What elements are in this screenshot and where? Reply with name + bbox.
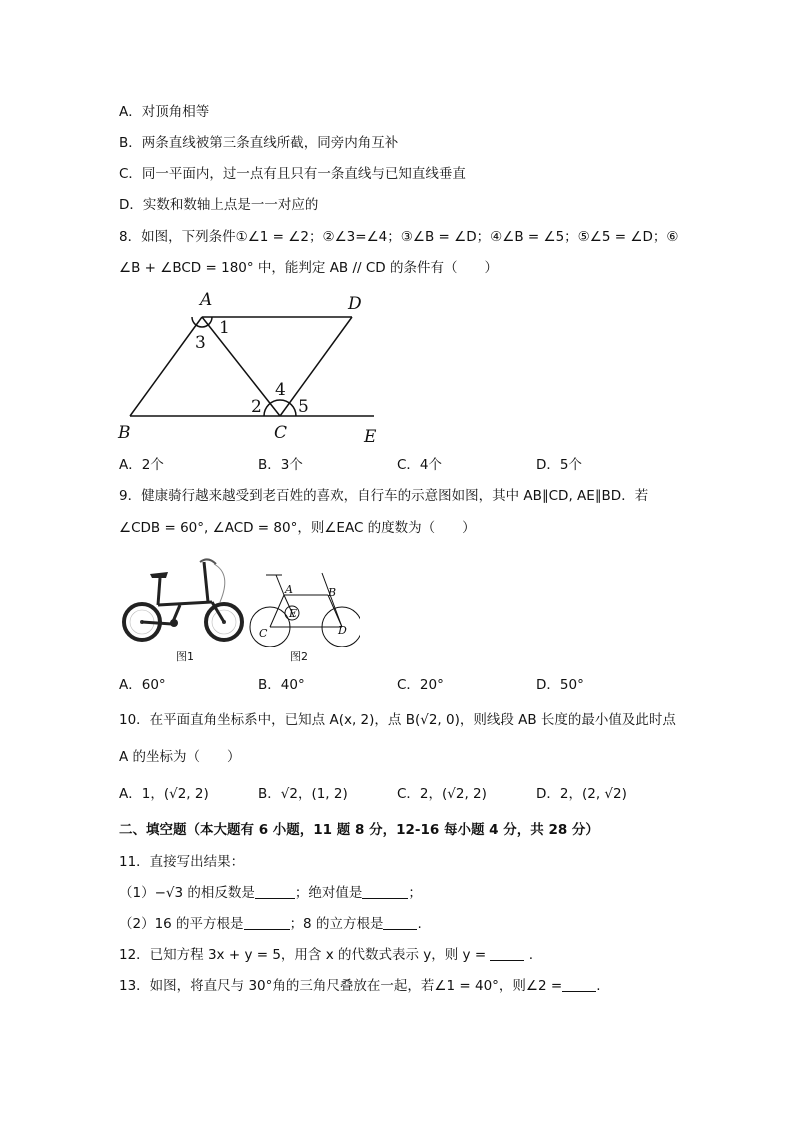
angle-label-3: 3 [195, 333, 206, 353]
q11-part1-text-c: ； [408, 885, 422, 901]
q8-option-d: D．5个 [536, 457, 582, 473]
q12-line [119, 945, 533, 965]
q8-parallelogram-figure [112, 285, 392, 445]
q8-stem-line2: ∠B + ∠BCD = 180° 中，能判定 AB // CD 的条件有（ ） [119, 260, 498, 276]
q11-part2-text-b: ；8 的立方根是 [289, 916, 384, 932]
q11-part1-text-b: ；绝对值是 [294, 885, 363, 901]
segment-ab [130, 317, 202, 416]
bicycle-photo [120, 550, 245, 645]
q11-blank-opposite[interactable] [255, 884, 295, 899]
figure2-caption: 图2 [290, 650, 308, 663]
label-b: B [118, 423, 131, 443]
q9-stem-line1: 9．健康骑行越来越受到老百姓的喜欢，自行车的示意图如图，其中 AB∥CD, AE∥BD．若 [119, 488, 649, 504]
angle-label-4: 4 [275, 380, 286, 400]
figure1-caption: 图1 [176, 650, 194, 663]
q8-stem-line1: 8．如图，下列条件①∠1 = ∠2；②∠3=∠4；③∠B = ∠D；④∠B = ∠5；⑤∠5 = ∠D；⑥ [119, 229, 679, 245]
q7-option-d: D．实数和数轴上点是一一对应的 [119, 197, 319, 213]
bicycle-frame-icon [142, 562, 224, 624]
segment-cd [280, 317, 352, 416]
q11-part2 [119, 914, 422, 934]
q11-part2-text-a: （2）16 的平方根是 [119, 916, 244, 932]
q11-part2-text-c: . [417, 916, 422, 932]
handlebar-icon [200, 559, 216, 564]
q9-option-c: C．20° [397, 677, 444, 693]
q10-stem-line1: 10．在平面直角坐标系中，已知点 A(x, 2)，点 B(√2, 0)，则线段 AB 长度的最小值及此时点 [119, 712, 676, 728]
angle-label-2: 2 [251, 397, 262, 417]
q10-option-b: B．√2，(1, 2) [258, 786, 348, 802]
fig2-label-b: B [328, 586, 337, 599]
fig2-label-e: E [289, 607, 298, 620]
fig2-label-c: C [259, 627, 268, 640]
q11-blank-square-root[interactable] [244, 915, 290, 930]
q13-blank[interactable] [562, 977, 596, 992]
q11-part1-text-a: （1）−√3 的相反数是 [119, 885, 255, 901]
q7-option-b: B．两条直线被第三条直线所截，同旁内角互补 [119, 135, 399, 151]
q13-text-a: 13．如图，将直尺与 30°角的三角尺叠放在一起，若∠1 = 40°，则∠2 = [119, 978, 563, 994]
label-e: E [364, 427, 377, 445]
angle-label-1: 1 [219, 318, 230, 338]
fig2-label-a: A [285, 583, 293, 596]
fig2-label-d: D [338, 624, 347, 637]
q10-option-d: D．2，(2, √2) [536, 786, 627, 802]
q11-part1 [119, 883, 422, 903]
bicycle-schematic-figure [248, 565, 360, 647]
q11-blank-cube-root[interactable] [383, 915, 417, 930]
label-a: A [200, 290, 213, 310]
q12-blank[interactable] [490, 946, 524, 961]
q12-text-b: . [528, 947, 534, 963]
q13-text-b: . [596, 978, 601, 994]
q11-blank-absolute[interactable] [362, 884, 408, 899]
q8-option-b: B．3个 [258, 457, 303, 473]
q9-option-a: A．60° [119, 677, 166, 693]
q9-option-d: D．50° [536, 677, 584, 693]
segment-ac [202, 317, 280, 416]
q8-option-c: C．4个 [397, 457, 443, 473]
q10-stem-line2: A 的坐标为（ ） [119, 749, 241, 765]
q13-line [119, 976, 601, 996]
q7-option-a: A．对顶角相等 [119, 104, 210, 120]
angle-label-5: 5 [298, 397, 309, 417]
q11-stem: 11．直接写出结果： [119, 854, 245, 870]
q9-option-b: B．40° [258, 677, 305, 693]
q10-option-c: C．2，(√2, 2) [397, 786, 487, 802]
label-d: D [348, 294, 362, 314]
label-c: C [274, 423, 288, 443]
q9-stem-line2: ∠CDB = 60°, ∠ACD = 80°，则∠EAC 的度数为（ ） [119, 520, 476, 536]
saddle-icon [150, 572, 168, 578]
section-heading-fill-in: 二、填空题（本大题有 6 小题，11 题 8 分，12-16 每小题 4 分，共 28 分） [119, 822, 599, 838]
q8-option-a: A．2个 [119, 457, 164, 473]
q7-option-c: C．同一平面内，过一点有且只有一条直线与已知直线垂直 [119, 166, 466, 182]
q12-text-a: 12．已知方程 3x + y = 5，用含 x 的代数式表示 y，则 y = [119, 947, 487, 963]
q10-option-a: A．1，(√2, 2) [119, 786, 209, 802]
